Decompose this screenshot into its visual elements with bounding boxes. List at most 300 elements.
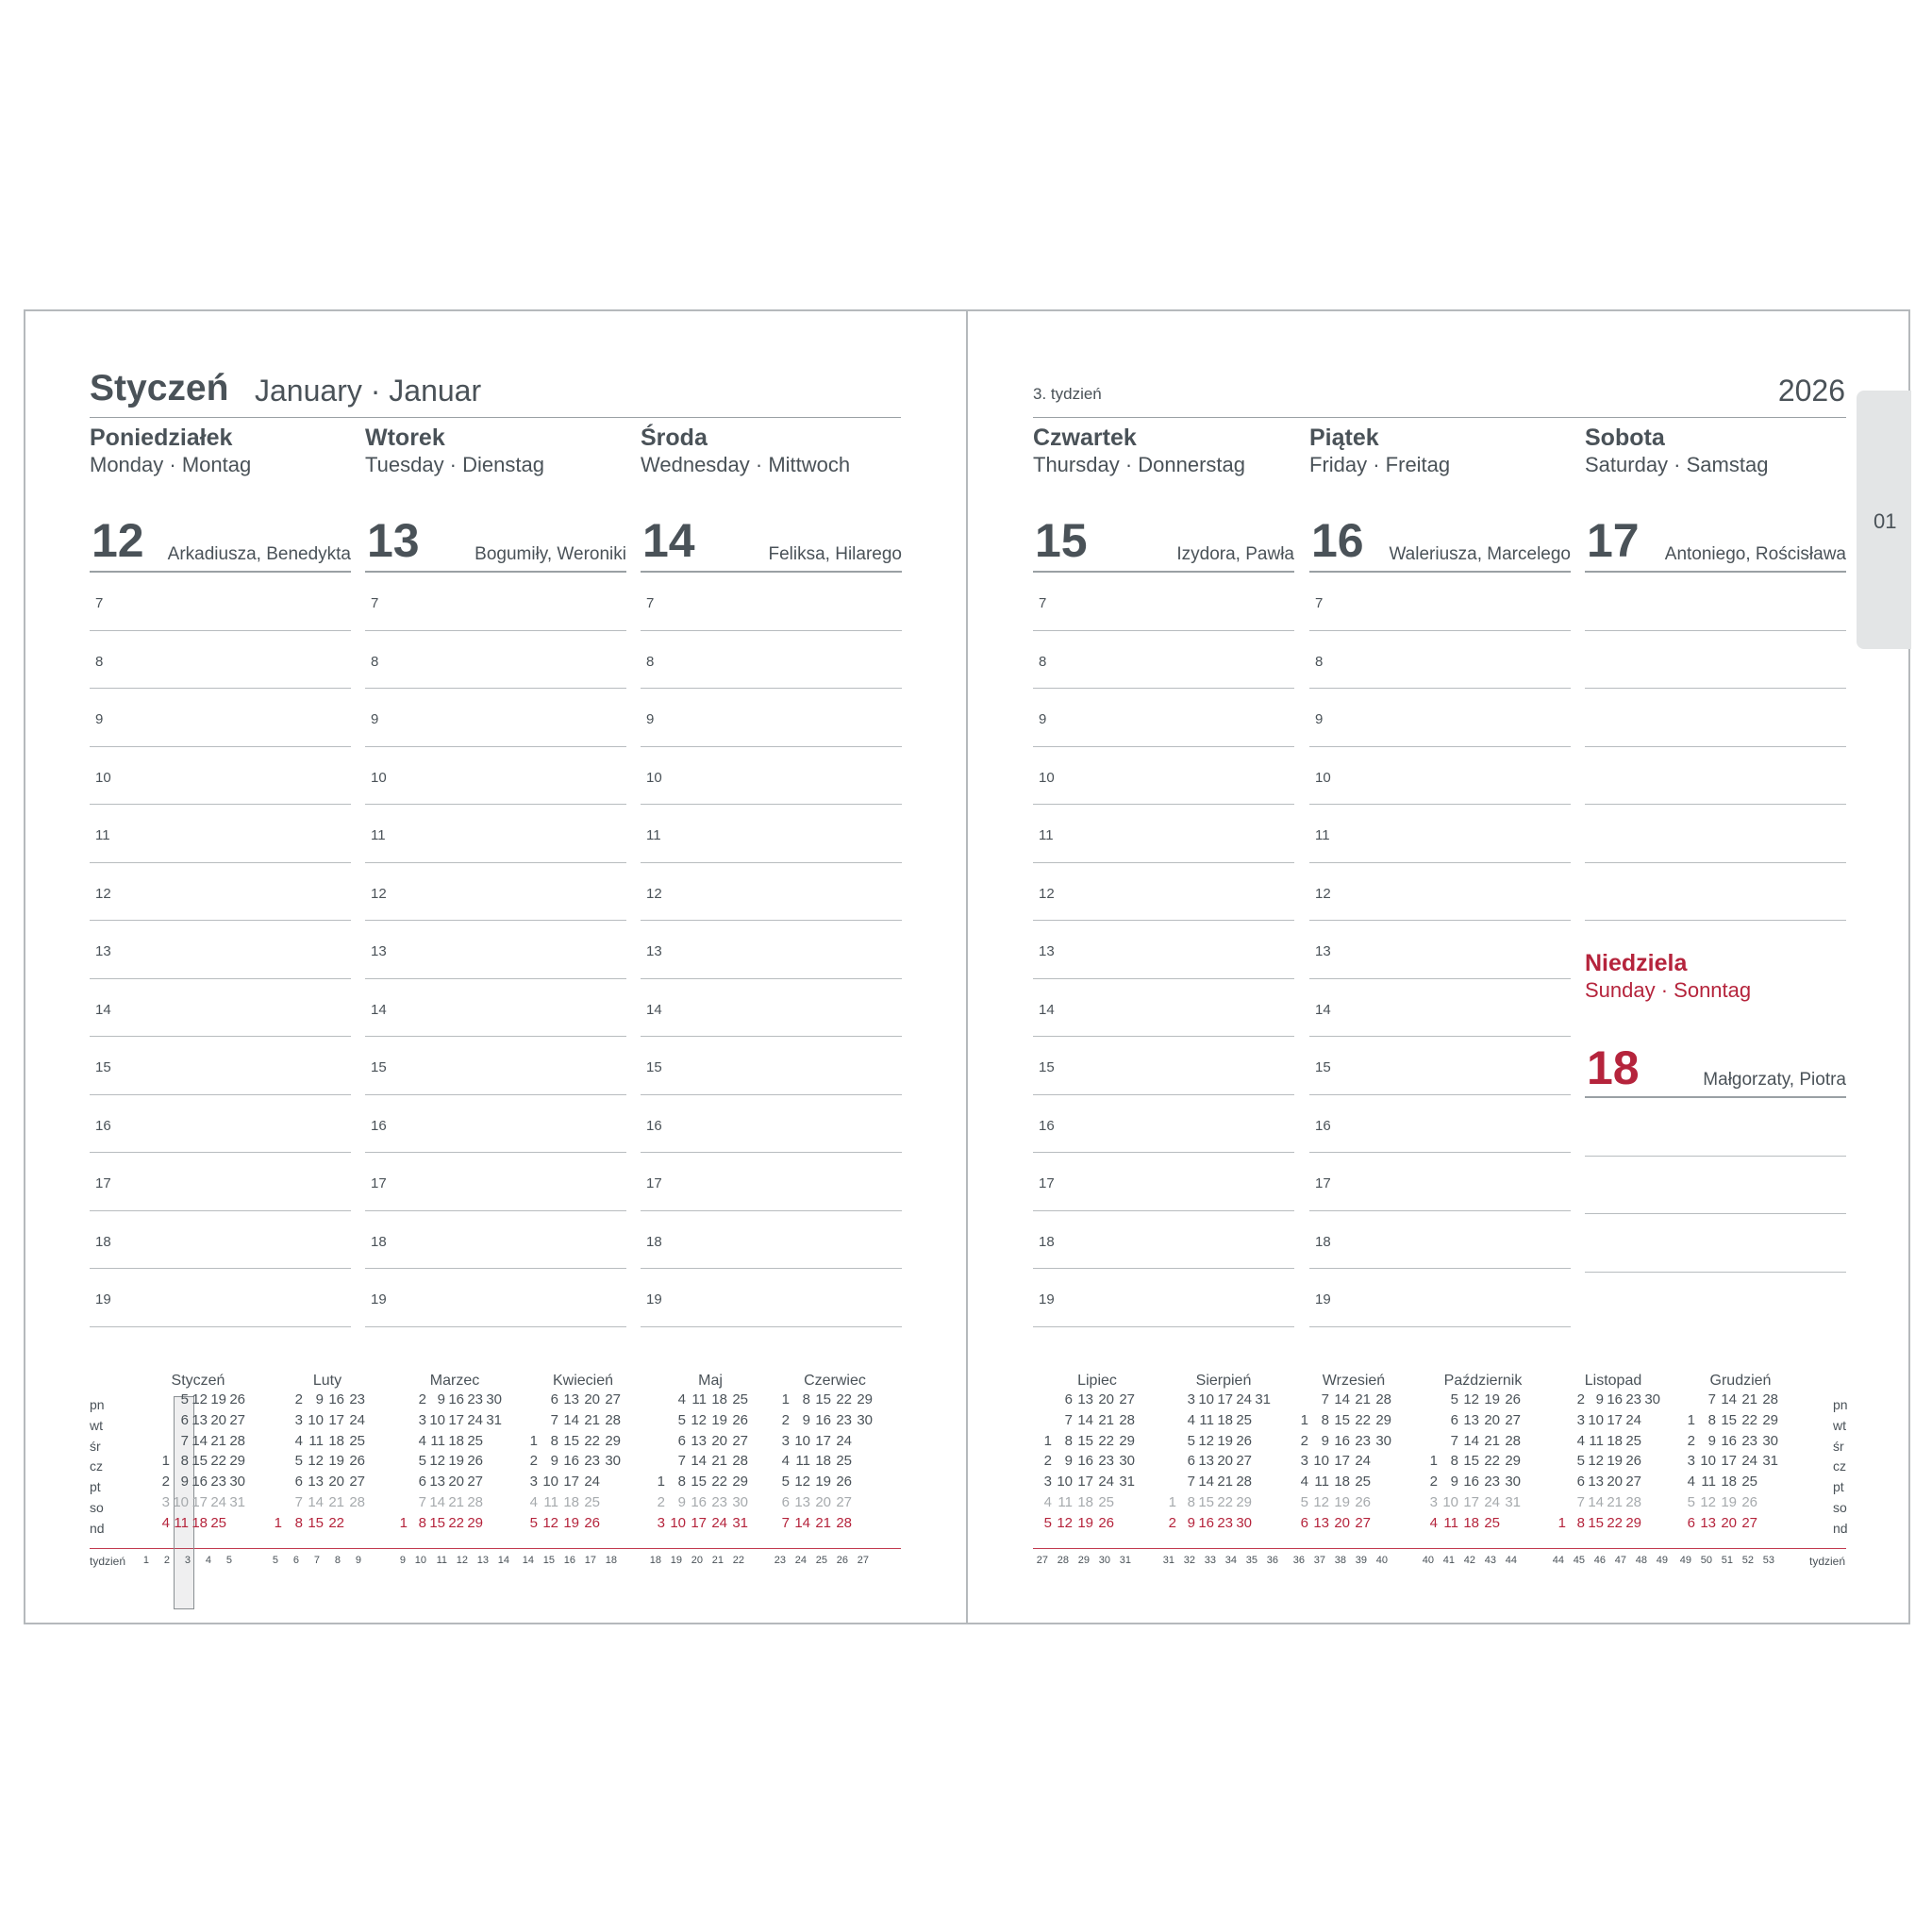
mini-day: 28	[836, 1514, 852, 1531]
mini-day: 20	[584, 1391, 600, 1407]
mini-day	[1547, 1390, 1566, 1410]
header-rule-right	[1033, 417, 1846, 418]
mini-day	[389, 1410, 408, 1431]
day-number: 16	[1311, 514, 1364, 567]
hour-slot[interactable]	[1309, 1037, 1571, 1095]
mini-week-row	[1031, 1451, 1144, 1472]
mini-day	[483, 1451, 502, 1472]
mini-week-numbers	[1413, 1555, 1517, 1566]
mini-day: 18	[1607, 1432, 1623, 1449]
week-number-cell: 2	[163, 1555, 170, 1566]
hour-label: 13	[646, 943, 662, 959]
mini-day: 20	[711, 1432, 727, 1449]
mini-day: 7	[677, 1453, 686, 1470]
mini-day: 14	[1721, 1391, 1737, 1407]
mini-week-row	[1417, 1431, 1530, 1452]
mini-day: 4	[1043, 1493, 1052, 1510]
mini-day: 4	[294, 1432, 303, 1449]
mini-week-row	[1031, 1390, 1144, 1410]
hour-slot[interactable]	[1033, 1211, 1294, 1270]
hour-slot[interactable]	[1309, 689, 1571, 747]
mini-day: 15	[1077, 1432, 1093, 1449]
hour-slot[interactable]	[90, 1153, 351, 1211]
mini-day: 13	[308, 1474, 324, 1491]
mini-day: 24	[836, 1432, 852, 1449]
mini-day: 22	[711, 1474, 727, 1491]
mini-day: 24	[467, 1411, 483, 1428]
hour-slot[interactable]	[1033, 979, 1294, 1038]
mini-day	[261, 1492, 282, 1513]
hour-label: 13	[1039, 943, 1055, 959]
hour-slot[interactable]	[365, 1153, 626, 1211]
mini-day	[1252, 1513, 1271, 1534]
hour-slot[interactable]	[641, 863, 902, 922]
hour-slot[interactable]	[1309, 1095, 1571, 1154]
hour-slot[interactable]	[365, 921, 626, 979]
mini-day: 4	[1687, 1474, 1695, 1491]
hour-slot[interactable]	[641, 631, 902, 690]
mini-day: 13	[1588, 1474, 1604, 1491]
mini-day	[1158, 1472, 1176, 1492]
hour-slot[interactable]	[1033, 1269, 1294, 1327]
mini-month-title: Sierpień	[1195, 1373, 1252, 1389]
mini-day: 17	[1077, 1474, 1093, 1491]
mini-week-row	[1547, 1390, 1660, 1410]
week-number-cell: 33	[1204, 1555, 1216, 1566]
hour-slot[interactable]	[90, 805, 351, 863]
hour-label: 18	[1039, 1233, 1055, 1250]
hour-slot[interactable]	[90, 689, 351, 747]
mini-day: 30	[1505, 1474, 1521, 1491]
mini-week-row	[769, 1410, 882, 1431]
week-number-cell: 45	[1573, 1555, 1585, 1566]
day-name: Czwartek	[1033, 425, 1137, 451]
mini-day: 23	[836, 1411, 852, 1428]
mini-month-5	[769, 1373, 882, 1534]
mini-day: 6	[1687, 1514, 1695, 1531]
mini-day: 26	[1505, 1391, 1521, 1407]
mini-week-numbers	[385, 1555, 509, 1566]
mini-day: 10	[429, 1411, 445, 1428]
mini-day: 1	[1687, 1411, 1695, 1428]
mini-week-row	[1288, 1390, 1401, 1410]
mini-day: 31	[229, 1493, 245, 1510]
sunday-slot[interactable]	[1585, 1157, 1846, 1215]
mini-day	[261, 1451, 282, 1472]
mini-week-numbers	[1154, 1555, 1278, 1566]
hour-label: 12	[646, 885, 662, 902]
hour-slot[interactable]	[1309, 1211, 1571, 1270]
hour-slot[interactable]	[365, 1037, 626, 1095]
hour-label: 9	[1315, 711, 1324, 727]
hour-slot[interactable]	[1585, 863, 1846, 922]
hour-label: 12	[1039, 885, 1055, 902]
hour-label: 14	[371, 1001, 387, 1018]
mini-day: 23	[1217, 1514, 1233, 1531]
mini-day: 25	[1355, 1474, 1371, 1491]
mini-day: 7	[418, 1493, 426, 1510]
hour-slot[interactable]	[1585, 805, 1846, 863]
mini-day	[483, 1513, 502, 1534]
mini-day: 11	[1443, 1514, 1458, 1531]
mini-day: 3	[161, 1493, 170, 1510]
mini-day: 10	[1700, 1453, 1716, 1470]
mini-week-numbers	[641, 1555, 744, 1566]
sunday-slot[interactable]	[1585, 1098, 1846, 1157]
mini-day: 3	[1187, 1391, 1195, 1407]
hour-label: 7	[646, 595, 655, 611]
hour-slot[interactable]	[365, 1095, 626, 1154]
mini-day: 27	[1355, 1514, 1371, 1531]
week-number-cell: 37	[1313, 1555, 1325, 1566]
hour-slot[interactable]	[641, 1095, 902, 1154]
mini-day: 14	[691, 1453, 707, 1470]
week-number-cell: 27	[1036, 1555, 1048, 1566]
hour-slot[interactable]	[1309, 1269, 1571, 1327]
mini-week-row	[769, 1431, 882, 1452]
mini-day: 19	[328, 1453, 344, 1470]
hour-slot[interactable]	[1309, 573, 1571, 631]
hour-slot[interactable]	[1309, 1153, 1571, 1211]
mini-day: 27	[1119, 1391, 1135, 1407]
mini-day: 8	[180, 1453, 189, 1470]
hour-slot[interactable]	[365, 1211, 626, 1270]
mini-day: 3	[1687, 1453, 1695, 1470]
mini-day: 22	[584, 1432, 600, 1449]
hour-slot[interactable]	[641, 1211, 902, 1270]
mini-day: 16	[1721, 1432, 1737, 1449]
hour-slot[interactable]	[1033, 805, 1294, 863]
mini-day	[389, 1472, 408, 1492]
mini-day	[261, 1410, 282, 1431]
mini-day: 17	[1607, 1411, 1623, 1428]
mini-day: 23	[584, 1453, 600, 1470]
mini-day: 18	[1721, 1474, 1737, 1491]
mini-day: 2	[1687, 1432, 1695, 1449]
mini-day: 15	[1463, 1453, 1479, 1470]
hour-slot[interactable]	[365, 1269, 626, 1327]
mini-day: 9	[802, 1411, 810, 1428]
mini-day: 23	[467, 1391, 483, 1407]
hour-slot[interactable]	[365, 573, 626, 631]
mini-day: 16	[1198, 1514, 1214, 1531]
sunday-slot[interactable]	[1585, 1214, 1846, 1273]
mini-week-row	[132, 1431, 245, 1452]
mini-day: 14	[1198, 1474, 1214, 1491]
mini-day: 2	[529, 1453, 538, 1470]
hour-slot[interactable]	[1309, 631, 1571, 690]
mini-day: 15	[429, 1514, 445, 1531]
mini-day: 9	[677, 1493, 686, 1510]
mini-week-row	[389, 1472, 502, 1492]
mini-day: 12	[429, 1453, 445, 1470]
mini-week-row	[1158, 1451, 1271, 1472]
mini-day: 30	[857, 1411, 873, 1428]
day-name-translation: Sunday · Sonntag	[1585, 978, 1752, 1002]
mini-day: 7	[1187, 1474, 1195, 1491]
mini-day: 22	[328, 1514, 344, 1531]
mini-day	[261, 1472, 282, 1492]
hour-slot[interactable]	[1309, 805, 1571, 863]
mini-day: 9	[1187, 1514, 1195, 1531]
mini-day: 11	[691, 1391, 707, 1407]
week-number-cell: 1	[142, 1555, 149, 1566]
hour-slot[interactable]	[90, 1269, 351, 1327]
mini-day: 17	[448, 1411, 464, 1428]
mini-week-row	[1031, 1472, 1144, 1492]
mini-week-row	[517, 1431, 630, 1452]
mini-day: 26	[1355, 1493, 1371, 1510]
mini-day: 5	[180, 1391, 189, 1407]
hour-label: 19	[371, 1291, 387, 1307]
mini-day	[644, 1390, 665, 1410]
mini-week-row	[1547, 1513, 1660, 1534]
week-number-cell: 50	[1700, 1555, 1712, 1566]
mini-day: 7	[781, 1514, 790, 1531]
mini-day: 19	[1484, 1391, 1500, 1407]
hour-slot[interactable]	[1033, 921, 1294, 979]
mini-day: 9	[180, 1474, 189, 1491]
hour-slot[interactable]	[90, 1037, 351, 1095]
hour-slot[interactable]	[1033, 689, 1294, 747]
week-number-cell: 14	[522, 1555, 534, 1566]
mini-day: 5	[781, 1474, 790, 1491]
mini-day: 23	[1098, 1453, 1114, 1470]
mini-month-title: Luty	[312, 1373, 342, 1389]
hour-slot[interactable]	[1033, 747, 1294, 806]
mini-day: 2	[781, 1411, 790, 1428]
hour-label: 8	[371, 653, 379, 670]
mini-day	[132, 1451, 151, 1472]
mini-week-row	[1031, 1410, 1144, 1431]
hour-slot[interactable]	[90, 863, 351, 922]
mini-day: 12	[794, 1474, 810, 1491]
hour-slot[interactable]	[90, 573, 351, 631]
mini-day: 13	[1463, 1411, 1479, 1428]
mini-day: 18	[192, 1514, 208, 1531]
hour-label: 15	[1315, 1059, 1331, 1075]
mini-day: 1	[274, 1514, 282, 1531]
mini-day: 29	[1375, 1411, 1391, 1428]
mini-day: 25	[349, 1432, 365, 1449]
mini-day: 5	[1687, 1493, 1695, 1510]
mini-week-numbers	[1543, 1555, 1668, 1566]
mini-day	[852, 1472, 873, 1492]
hour-slot[interactable]	[90, 631, 351, 690]
hour-slot[interactable]	[365, 631, 626, 690]
hour-slot[interactable]	[90, 1211, 351, 1270]
hour-slot[interactable]	[1585, 747, 1846, 806]
hour-slot[interactable]	[1033, 1037, 1294, 1095]
mini-day: 24	[584, 1474, 600, 1491]
hour-label: 12	[1315, 885, 1331, 902]
mini-day: 3	[781, 1432, 790, 1449]
mini-day: 2	[1043, 1453, 1052, 1470]
mini-day: 8	[677, 1474, 686, 1491]
mini-week-row	[132, 1390, 245, 1410]
mini-day: 23	[711, 1493, 727, 1510]
month-tab[interactable]	[1857, 391, 1911, 649]
mini-day	[344, 1513, 365, 1534]
mini-month-8	[1288, 1373, 1401, 1534]
mini-day: 11	[1589, 1432, 1604, 1449]
mini-day	[1114, 1513, 1135, 1534]
mini-day: 2	[294, 1391, 303, 1407]
hour-slot[interactable]	[641, 979, 902, 1038]
hour-slot[interactable]	[641, 747, 902, 806]
mini-day: 30	[1762, 1432, 1778, 1449]
mini-day: 16	[448, 1391, 464, 1407]
hour-label: 9	[1039, 711, 1047, 727]
week-number-cell: 38	[1334, 1555, 1346, 1566]
mini-week-row	[261, 1410, 375, 1431]
mini-day	[261, 1390, 282, 1410]
hour-slot[interactable]	[365, 805, 626, 863]
week-number-cell: 17	[584, 1555, 596, 1566]
mini-day: 17	[691, 1514, 707, 1531]
page-spine	[966, 309, 968, 1624]
day-name-translation: Saturday · Samstag	[1585, 453, 1769, 476]
mini-week-row	[644, 1390, 758, 1410]
mini-day	[1158, 1390, 1176, 1410]
week-number-cell: 30	[1098, 1555, 1110, 1566]
weekday-label: cz	[90, 1458, 103, 1474]
mini-day: 2	[1300, 1432, 1308, 1449]
hour-slot[interactable]	[1585, 631, 1846, 690]
day-name-translation: Monday · Montag	[90, 453, 252, 476]
mini-day	[1371, 1492, 1391, 1513]
mini-week-row	[389, 1410, 502, 1431]
mini-day	[1500, 1513, 1521, 1534]
mini-day: 17	[1463, 1493, 1479, 1510]
mini-week-row	[389, 1451, 502, 1472]
mini-day: 15	[815, 1391, 831, 1407]
hour-slot[interactable]	[641, 573, 902, 631]
mini-week-row	[517, 1472, 630, 1492]
mini-day: 16	[1463, 1474, 1479, 1491]
mini-day: 25	[1484, 1514, 1500, 1531]
week-number-cell: 47	[1614, 1555, 1626, 1566]
hour-slot[interactable]	[1585, 689, 1846, 747]
week-number-cell: 52	[1741, 1555, 1754, 1566]
week-number-cell: 53	[1762, 1555, 1774, 1566]
day-number: 18	[1587, 1041, 1640, 1094]
hour-label: 16	[371, 1117, 387, 1134]
hour-label: 7	[1315, 595, 1324, 611]
mini-day	[1641, 1431, 1660, 1452]
hour-label: 17	[646, 1175, 662, 1191]
mini-day: 12	[1588, 1453, 1604, 1470]
hour-slot[interactable]	[1309, 747, 1571, 806]
mini-day	[389, 1431, 408, 1452]
hour-label: 15	[646, 1059, 662, 1075]
hour-slot[interactable]	[90, 1095, 351, 1154]
mini-day: 1	[657, 1474, 665, 1491]
mini-day: 22	[1741, 1411, 1757, 1428]
hour-slot[interactable]	[1033, 631, 1294, 690]
hour-slot[interactable]	[641, 1153, 902, 1211]
weekday-label: pt	[90, 1479, 101, 1495]
day-name: Środa	[641, 425, 708, 451]
mini-day: 3	[657, 1514, 665, 1531]
mini-day: 29	[1505, 1453, 1521, 1470]
hour-label: 13	[371, 943, 387, 959]
hour-slot[interactable]	[1033, 573, 1294, 631]
hour-slot[interactable]	[1033, 1153, 1294, 1211]
mini-month-title: Październik	[1443, 1373, 1523, 1389]
mini-day: 28	[349, 1493, 365, 1510]
mini-day: 22	[1355, 1411, 1371, 1428]
hour-slot[interactable]	[641, 1037, 902, 1095]
hour-slot[interactable]	[1309, 979, 1571, 1038]
mini-day: 10	[1198, 1391, 1214, 1407]
mini-day	[1371, 1451, 1391, 1472]
mini-day: 27	[605, 1391, 621, 1407]
mini-day: 5	[294, 1453, 303, 1470]
hour-slot[interactable]	[90, 979, 351, 1038]
mini-day: 23	[349, 1391, 365, 1407]
mini-day: 1	[781, 1391, 790, 1407]
week-number-cell: 34	[1224, 1555, 1237, 1566]
hour-slot[interactable]	[641, 921, 902, 979]
mini-day: 29	[857, 1391, 873, 1407]
mini-week-row	[1674, 1492, 1788, 1513]
mini-month-2	[389, 1373, 502, 1534]
mini-day: 19	[448, 1453, 464, 1470]
mini-month-6	[1031, 1373, 1144, 1534]
mini-month-11	[1674, 1373, 1788, 1534]
hour-slot[interactable]	[641, 805, 902, 863]
hour-slot[interactable]	[641, 1269, 902, 1327]
hour-slot[interactable]	[365, 863, 626, 922]
hour-slot[interactable]	[90, 921, 351, 979]
hour-slot[interactable]	[365, 689, 626, 747]
mini-day: 30	[1644, 1391, 1660, 1407]
mini-week-row	[389, 1390, 502, 1410]
mini-day: 5	[529, 1514, 538, 1531]
week-number-cell: 27	[857, 1555, 869, 1566]
mini-day: 28	[605, 1411, 621, 1428]
weekday-label: śr	[1833, 1438, 1844, 1454]
hour-slot[interactable]	[90, 747, 351, 806]
hour-slot[interactable]	[1033, 1095, 1294, 1154]
weekday-label: nd	[90, 1520, 105, 1536]
mini-day: 18	[711, 1391, 727, 1407]
hour-slot[interactable]	[365, 747, 626, 806]
hour-slot[interactable]	[1585, 573, 1846, 631]
mini-month-title: Grudzień	[1709, 1373, 1772, 1389]
mini-week-row	[1158, 1492, 1271, 1513]
mini-week-numbers	[1284, 1555, 1388, 1566]
week-number-cell: 29	[1077, 1555, 1090, 1566]
hour-label: 11	[1315, 827, 1330, 843]
mini-week-row	[261, 1431, 375, 1452]
day-number: 14	[642, 514, 695, 567]
hour-slot[interactable]	[1033, 863, 1294, 922]
hour-slot[interactable]	[1309, 921, 1571, 979]
mini-day: 21	[1098, 1411, 1114, 1428]
hour-label: 9	[646, 711, 655, 727]
mini-day: 29	[1236, 1493, 1252, 1510]
weekday-label: nd	[1833, 1520, 1848, 1536]
mini-day: 15	[563, 1432, 579, 1449]
hour-slot[interactable]	[641, 689, 902, 747]
hour-slot[interactable]	[365, 979, 626, 1038]
week-number-cell: 36	[1266, 1555, 1278, 1566]
hour-slot[interactable]	[1309, 863, 1571, 922]
mini-day: 28	[732, 1453, 748, 1470]
weekday-label: pn	[1833, 1397, 1848, 1412]
